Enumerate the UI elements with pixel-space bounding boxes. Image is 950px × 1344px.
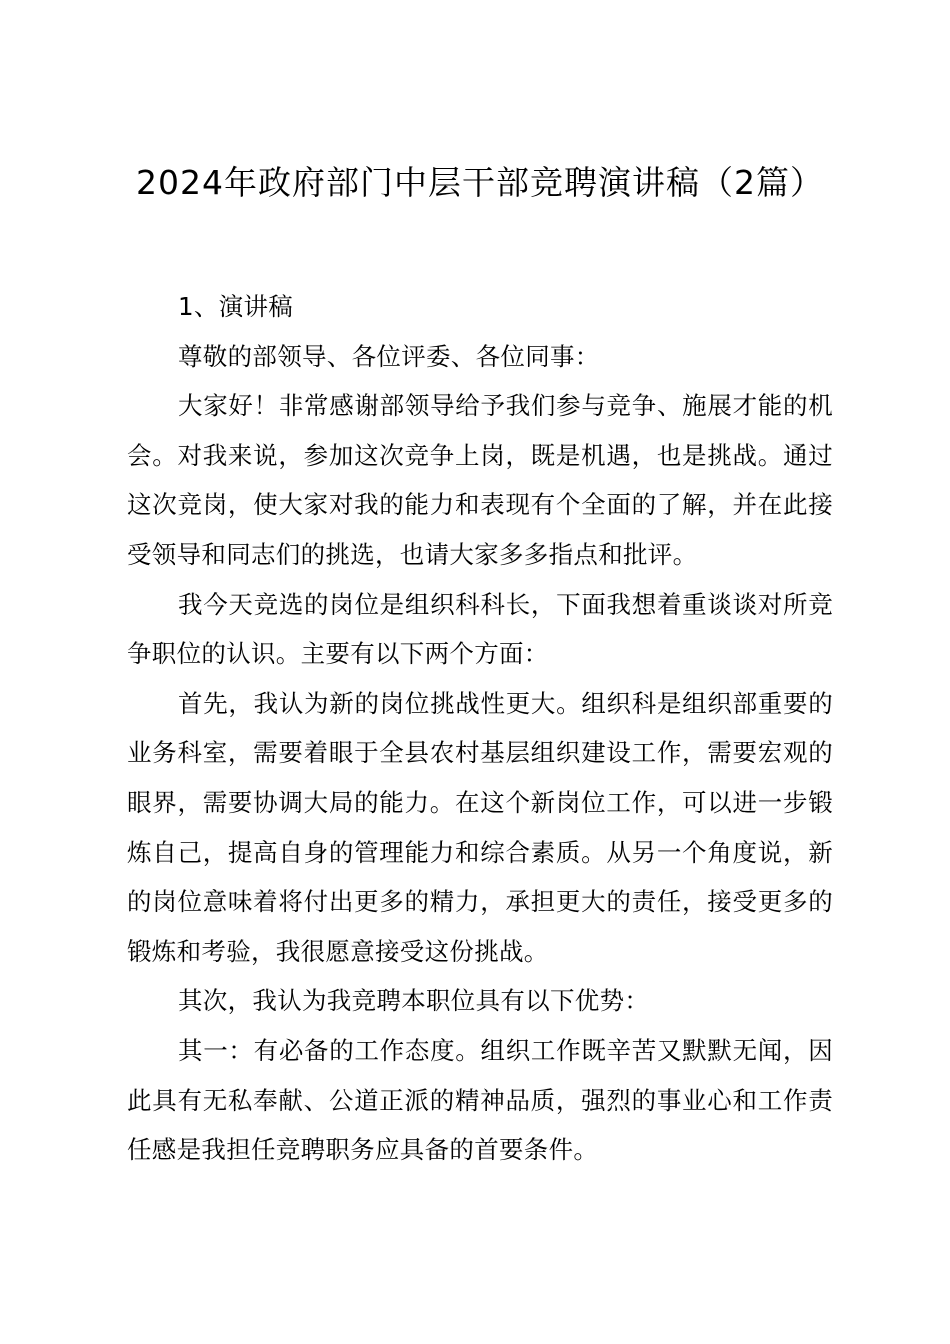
paragraph: 我今天竞选的岗位是组织科科长，下面我想着重谈谈对所竞争职位的认识。主要有以下两个方面： (127, 589, 833, 669)
section-heading: 1、演讲稿 (178, 292, 294, 321)
paragraph: 其次，我认为我竞聘本职位具有以下优势： (178, 986, 650, 1016)
document-body (127, 282, 833, 1175)
document-title: 2024年政府部门中层干部竞聘演讲稿（2篇） (136, 163, 824, 202)
paragraph: 大家好！非常感谢部领导给予我们参与竞争、施展才能的机会。对我来说，参加这次竞争上岗，既是机遇，也是挑战。通过这次竞岗，使大家对我的能力和表现有个全面的了解，并在此接受领导和同志们的挑选，也请大家多多指点和批评。 (127, 391, 833, 569)
salutation: 尊敬的部领导、各位评委、各位同事： (178, 341, 600, 371)
paragraph: 首先，我认为新的岗位挑战性更大。组织科是组织部重要的业务科室，需要着眼于全县农村基层组织建设工作，需要宏观的眼界，需要协调大局的能力。在这个新岗位工作，可以进一步锻炼自己，提高自身的管理能力和综合素质。从另一个角度说，新的岗位意味着将付出更多的精力，承担更大的责任，接受更多的锻炼和考验，我很愿意接受这份挑战。 (127, 688, 833, 966)
paragraph: 其一：有必备的工作态度。组织工作既辛苦又默默无闻，因此具有无私奉献、公道正派的精神品质，强烈的事业心和工作责任感是我担任竞聘职务应具备的首要条件。 (127, 1035, 833, 1165)
